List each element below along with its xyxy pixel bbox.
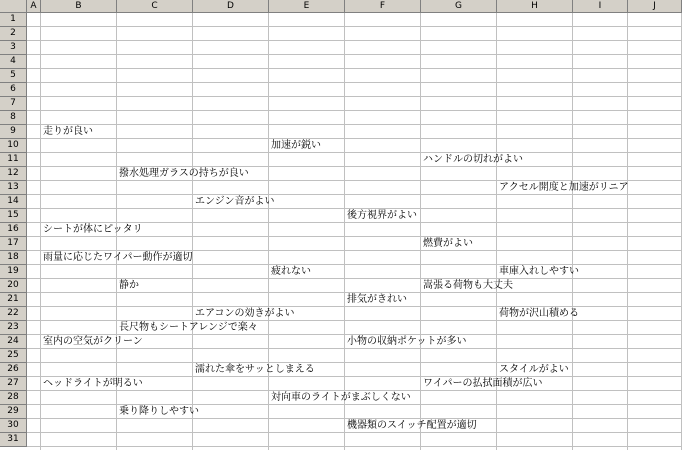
row-header-30[interactable]: 30 bbox=[0, 419, 27, 433]
cell-d22[interactable]: エアコンの効きがよい bbox=[195, 308, 295, 319]
row-header-24[interactable]: 24 bbox=[0, 335, 27, 349]
row-header-31[interactable]: 31 bbox=[0, 433, 27, 447]
row-header-22[interactable]: 22 bbox=[0, 307, 27, 321]
select-all-corner[interactable] bbox=[0, 0, 27, 13]
column-gridline bbox=[344, 13, 345, 450]
row-header-17[interactable]: 17 bbox=[0, 237, 27, 251]
row-header-27[interactable]: 27 bbox=[0, 377, 27, 391]
column-header-a[interactable]: A bbox=[27, 0, 41, 13]
grid-row[interactable] bbox=[27, 111, 682, 125]
row-header-8[interactable]: 8 bbox=[0, 111, 27, 125]
cell-e10[interactable]: 加速が鋭い bbox=[271, 140, 321, 151]
grid-row[interactable] bbox=[27, 153, 682, 167]
cell-c20[interactable]: 静か bbox=[119, 280, 139, 291]
cell-d14[interactable]: エンジン音がよい bbox=[195, 196, 275, 207]
grid-row[interactable] bbox=[27, 83, 682, 97]
grid-row[interactable] bbox=[27, 13, 682, 27]
row-header-5[interactable]: 5 bbox=[0, 69, 27, 83]
grid-row[interactable] bbox=[27, 349, 682, 363]
row-header-18[interactable]: 18 bbox=[0, 251, 27, 265]
row-header-1[interactable]: 1 bbox=[0, 13, 27, 27]
cell-d26[interactable]: 濡れた傘をサッとしまえる bbox=[195, 364, 315, 375]
grid-row[interactable] bbox=[27, 69, 682, 83]
grid-row[interactable] bbox=[27, 97, 682, 111]
grid-row[interactable] bbox=[27, 195, 682, 209]
column-header-e[interactable]: E bbox=[269, 0, 345, 13]
cell-g27[interactable]: ワイパーの払拭面積が広い bbox=[423, 378, 543, 389]
cell-e28[interactable]: 対向車のライトがまぶしくない bbox=[271, 392, 411, 403]
row-header-21[interactable]: 21 bbox=[0, 293, 27, 307]
cell-h26[interactable]: スタイルがよい bbox=[499, 364, 569, 375]
row-header-29[interactable]: 29 bbox=[0, 405, 27, 419]
row-header-12[interactable]: 12 bbox=[0, 167, 27, 181]
row-header-3[interactable]: 3 bbox=[0, 41, 27, 55]
cell-b18[interactable]: 雨量に応じたワイパー動作が適切 bbox=[43, 252, 193, 263]
row-header-23[interactable]: 23 bbox=[0, 321, 27, 335]
column-header-f[interactable]: F bbox=[345, 0, 421, 13]
cell-f21[interactable]: 排気がきれい bbox=[347, 294, 407, 305]
grid-row[interactable] bbox=[27, 433, 682, 447]
cell-g17[interactable]: 燃費がよい bbox=[423, 238, 473, 249]
row-header-10[interactable]: 10 bbox=[0, 139, 27, 153]
column-gridline bbox=[268, 13, 269, 450]
column-header-c[interactable]: C bbox=[117, 0, 193, 13]
row-header-25[interactable]: 25 bbox=[0, 349, 27, 363]
column-gridline bbox=[627, 13, 628, 450]
row-header-7[interactable]: 7 bbox=[0, 97, 27, 111]
column-gridline bbox=[572, 13, 573, 450]
column-header-d[interactable]: D bbox=[193, 0, 269, 13]
row-header-14[interactable]: 14 bbox=[0, 195, 27, 209]
cell-b16[interactable]: シートが体にピッタリ bbox=[43, 224, 143, 235]
grid-row[interactable] bbox=[27, 363, 682, 377]
column-header-g[interactable]: G bbox=[421, 0, 497, 13]
cell-f15[interactable]: 後方視界がよい bbox=[347, 210, 417, 221]
cell-c23[interactable]: 長尺物もシートアレンジで楽々 bbox=[119, 322, 258, 333]
grid-row[interactable] bbox=[27, 307, 682, 321]
row-header-6[interactable]: 6 bbox=[0, 83, 27, 97]
row-header-28[interactable]: 28 bbox=[0, 391, 27, 405]
cell-c29[interactable]: 乗り降りしやすい bbox=[119, 406, 199, 417]
cell-f24[interactable]: 小物の収納ポケットが多い bbox=[347, 336, 467, 347]
row-header-2[interactable]: 2 bbox=[0, 27, 27, 41]
cell-g11[interactable]: ハンドルの切れがよい bbox=[423, 154, 523, 165]
cell-c12[interactable]: 撥水処理ガラスの持ちが良い bbox=[119, 168, 249, 179]
column-header-h[interactable]: H bbox=[497, 0, 573, 13]
cell-b24[interactable]: 室内の空気がクリーン bbox=[43, 336, 143, 347]
row-header-20[interactable]: 20 bbox=[0, 279, 27, 293]
row-header-11[interactable]: 11 bbox=[0, 153, 27, 167]
row-header-16[interactable]: 16 bbox=[0, 223, 27, 237]
grid-row[interactable] bbox=[27, 41, 682, 55]
row-header-15[interactable]: 15 bbox=[0, 209, 27, 223]
cell-g20[interactable]: 嵩張る荷物も大丈夫 bbox=[423, 280, 513, 291]
row-header-19[interactable]: 19 bbox=[0, 265, 27, 279]
grid-row[interactable] bbox=[27, 265, 682, 279]
grid-row[interactable] bbox=[27, 237, 682, 251]
grid-row[interactable] bbox=[27, 27, 682, 41]
row-header-26[interactable]: 26 bbox=[0, 363, 27, 377]
column-gridline bbox=[192, 13, 193, 450]
column-header-b[interactable]: B bbox=[41, 0, 117, 13]
cell-h13[interactable]: アクセル開度と加速がリニア bbox=[499, 182, 629, 193]
column-header-j[interactable]: J bbox=[628, 0, 682, 13]
row-header-4[interactable]: 4 bbox=[0, 55, 27, 69]
cell-b9[interactable]: 走りが良い bbox=[43, 126, 93, 137]
grid-row[interactable] bbox=[27, 139, 682, 153]
cell-b27[interactable]: ヘッドライトが明るい bbox=[43, 378, 143, 389]
cell-h22[interactable]: 荷物が沢山積める bbox=[499, 308, 579, 319]
row-header-9[interactable]: 9 bbox=[0, 125, 27, 139]
column-header-i[interactable]: I bbox=[573, 0, 628, 13]
row-header-13[interactable]: 13 bbox=[0, 181, 27, 195]
cell-h19[interactable]: 車庫入れしやすい bbox=[499, 266, 579, 277]
cell-f30[interactable]: 機器類のスイッチ配置が適切 bbox=[347, 420, 477, 431]
cell-e19[interactable]: 疲れない bbox=[271, 266, 311, 277]
grid-row[interactable] bbox=[27, 55, 682, 69]
grid-row[interactable] bbox=[27, 125, 682, 139]
